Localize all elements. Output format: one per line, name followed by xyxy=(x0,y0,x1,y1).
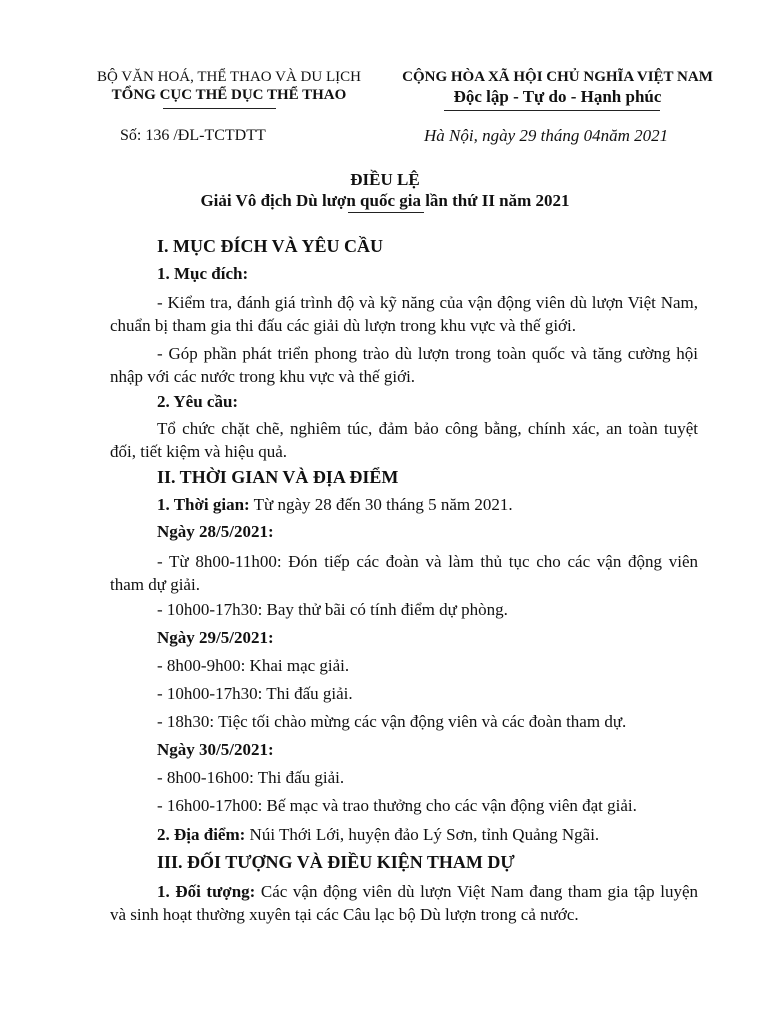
day-3-item: - 8h00-16h00: Thi đấu giải. xyxy=(157,768,345,787)
time-value: Từ ngày 28 đến 30 tháng 5 năm 2021. xyxy=(249,495,513,514)
place-line xyxy=(157,825,599,845)
day-1-item: - Từ 8h00-11h00: Đón tiếp các đoàn và làm thủ tục cho các vận động viên tham dự giải. xyxy=(110,552,698,594)
document-number: Số: 136 /ĐL-TCTDTT xyxy=(120,127,266,144)
header-left-divider xyxy=(163,108,276,109)
place-value: Núi Thới Lới, huyện đảo Lý Sơn, tỉnh Quảng Ngãi. xyxy=(245,825,600,844)
day-2-item: - 10h00-17h30: Thi đấu giải. xyxy=(157,684,353,703)
requirement-heading: 2. Yêu cầu: xyxy=(157,392,239,411)
department-name: TỔNG CỤC THỂ DỤC THỂ THAO xyxy=(111,87,347,103)
title-divider xyxy=(348,212,424,213)
section-2-heading: II. THỜI GIAN VÀ ĐỊA ĐIỂM xyxy=(157,467,399,487)
subject-value: Các vận động viên dù lượn Việt Nam đang tham gia tập luyện và sinh hoạt thường xuyên tại các Câu lạc bộ Dù lượn trong cả nước. xyxy=(110,882,698,924)
day-3-item: - 16h00-17h00: Bế mạc và trao thưởng cho các vận động viên đạt giải. xyxy=(157,796,637,815)
time-label: 1. Thời gian: xyxy=(157,495,250,514)
purpose-heading: 1. Mục đích: xyxy=(157,264,249,283)
section-3-heading: III. ĐỐI TƯỢNG VÀ ĐIỀU KIỆN THAM DỰ xyxy=(157,852,515,872)
day-3-heading: Ngày 30/5/2021: xyxy=(157,740,274,759)
purpose-paragraph-1: - Kiểm tra, đánh giá trình độ và kỹ năng của vận động viên dù lượn Việt Nam, chuẩn bị tham gia thi đấu các giải dù lượn trong khu vực và thế giới. xyxy=(110,293,698,335)
subject-paragraph xyxy=(110,880,698,926)
purpose-paragraph-2: - Góp phần phát triển phong trào dù lượn trong toàn quốc và tăng cường hội nhập với các nước trong khu vực và thế giới. xyxy=(110,344,698,386)
requirement-paragraph: Tổ chức chặt chẽ, nghiêm túc, đảm bảo công bằng, chính xác, an toàn tuyệt đối, tiết kiệm và hiệu quả. xyxy=(110,419,698,461)
day-1-heading: Ngày 28/5/2021: xyxy=(157,522,274,541)
day-1-item: - 10h00-17h30: Bay thử bãi có tính điểm dự phòng. xyxy=(157,600,508,619)
country-name: CỘNG HÒA XÃ HỘI CHỦ NGHĨA VIỆT NAM xyxy=(402,69,713,85)
place-date: Hà Nội, ngày 29 tháng 04năm 2021 xyxy=(424,126,669,145)
time-line xyxy=(157,495,513,515)
day-2-item: - 8h00-9h00: Khai mạc giải. xyxy=(157,656,350,675)
document-title: ĐIỀU LỆ xyxy=(350,170,420,189)
place-label: 2. Địa điểm: xyxy=(157,825,246,844)
national-motto: Độc lập - Tự do - Hạnh phúc xyxy=(453,87,662,106)
ministry-name: BỘ VĂN HOÁ, THỂ THAO VÀ DU LỊCH xyxy=(97,69,361,85)
subject-label: 1. Đối tượng: xyxy=(157,882,256,901)
section-1-heading: I. MỤC ĐÍCH VÀ YÊU CẦU xyxy=(157,236,384,256)
day-2-item: - 18h30: Tiệc tối chào mừng các vận động viên và các đoàn tham dự. xyxy=(157,712,627,731)
header-right-divider xyxy=(444,110,660,111)
document-subtitle: Giải Vô địch Dù lượn quốc gia lần thứ II năm 2021 xyxy=(200,191,570,210)
day-2-heading: Ngày 29/5/2021: xyxy=(157,628,274,647)
